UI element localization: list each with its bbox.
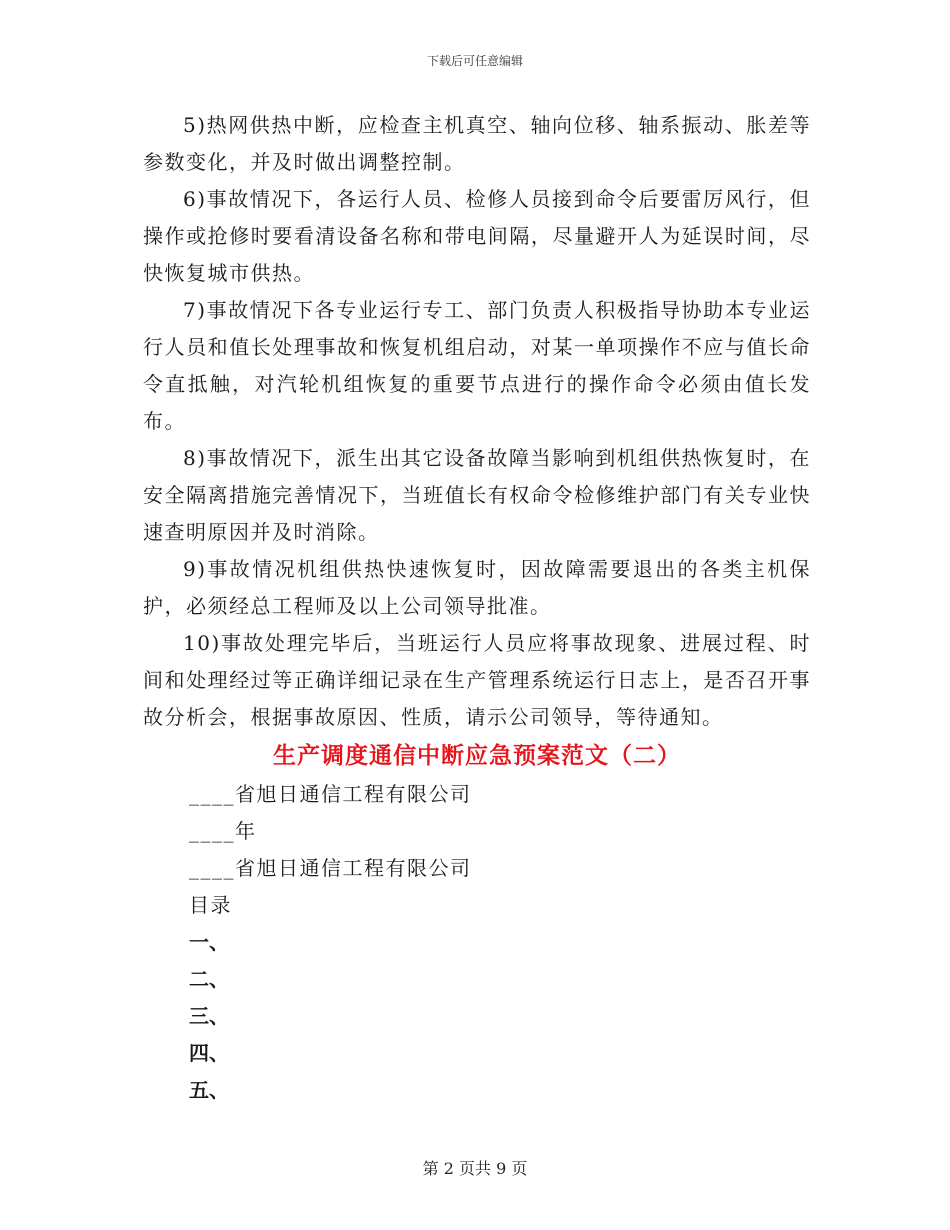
toc-item-3: 三、 [189, 1004, 229, 1028]
paragraph-item-7: 7)事故情况下各专业运行专工、部门负责人积极指导协助本专业运行人员和值长处理事故和恢复机组启动，对某一单项操作不应与值长命令直抵触，对汽轮机组恢复的重要节点进行的操作命令必须由值长发布。 [143, 298, 811, 433]
page-footer: 第 2 页共 9 页 [422, 1159, 528, 1178]
section-title: 生产调度通信中断应急预案范文（二） [273, 742, 681, 769]
document-body [143, 107, 811, 1109]
paragraph-item-5: 5)热网供热中断，应检查主机真空、轴向位移、轴系振动、胀差等参数变化，并及时做出调整控制。 [143, 113, 811, 174]
year-line: ____年 [189, 819, 257, 843]
toc-item-5: 五、 [189, 1078, 229, 1102]
company-line-2: ____省旭日通信工程有限公司 [189, 856, 472, 880]
paragraph-item-10: 10)事故处理完毕后，当班运行人员应将事故现象、进展过程、时间和处理经过等正确详细记录在生产管理系统运行日志上，是否召开事故分析会，根据事故原因、性质，请示公司领导，等待通知。 [143, 631, 811, 729]
paragraph-item-8: 8)事故情况下，派生出其它设备故障当影响到机组供热恢复时，在安全隔离措施完善情况下，当班值长有权命令检修维护部门有关专业快速查明原因并及时消除。 [143, 446, 811, 544]
paragraph-item-9: 9)事故情况机组供热快速恢复时，因故障需要退出的各类主机保护，必须经总工程师及以上公司领导批准。 [143, 557, 811, 618]
company-line-1: ____省旭日通信工程有限公司 [189, 782, 472, 806]
paragraph-item-6: 6)事故情况下，各运行人员、检修人员接到命令后要雷厉风行，但操作或抢修时要看清设备名称和带电间隔，尽量避开人为延误时间，尽快恢复城市供热。 [143, 187, 811, 285]
toc-label: 目录 [189, 893, 232, 917]
toc-item-4: 四、 [189, 1041, 229, 1065]
page-header: 下载后可任意编辑 [426, 54, 523, 68]
toc-item-2: 二、 [189, 967, 229, 991]
toc-item-1: 一、 [189, 930, 229, 954]
